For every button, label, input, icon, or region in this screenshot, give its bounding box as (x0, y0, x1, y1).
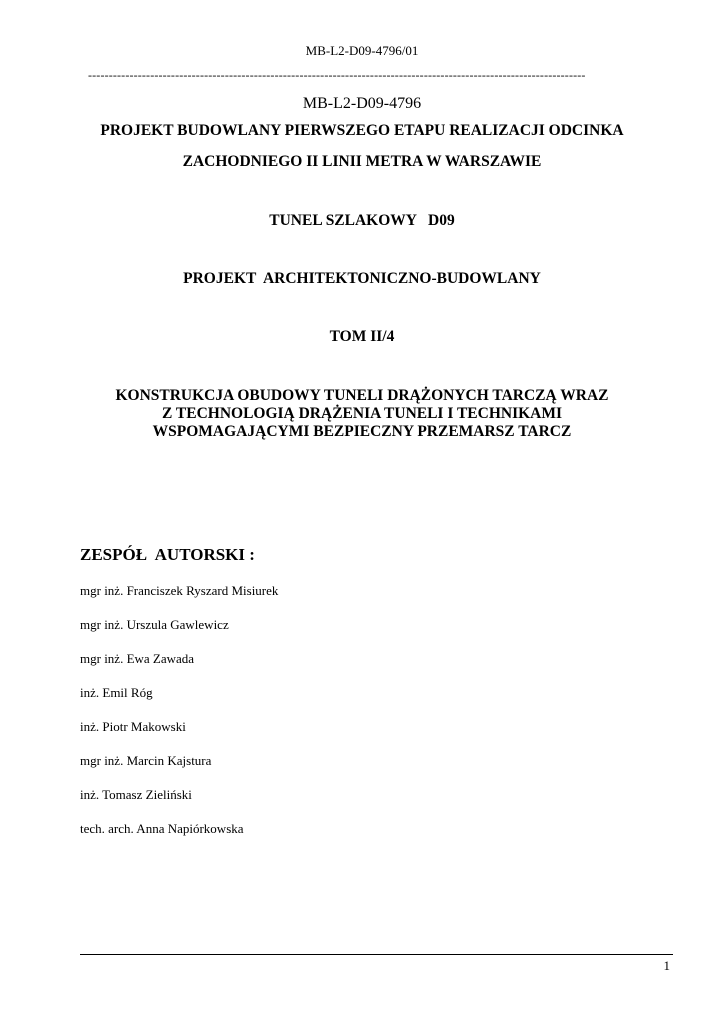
author-item: inż. Emil Róg (80, 685, 153, 700)
volume-number: TOM II/4 (329, 328, 395, 345)
author-item: tech. arch. Anna Napiórkowska (80, 821, 244, 836)
footer-rule (80, 954, 673, 955)
subject-line-2: Z TECHNOLOGIĄ DRĄŻENIA TUNELI I TECHNIKAMI (161, 405, 563, 422)
author-item: mgr inż. Franciszek Ryszard Misiurek (80, 583, 279, 598)
header-separator: ------------------------------------------------------------------------------------------------------------------------ (88, 68, 586, 82)
team-heading: ZESPÓŁ AUTORSKI : (80, 545, 255, 564)
object-name: TUNEL SZLAKOWY D09 (269, 212, 455, 229)
page-number: 1 (663, 958, 670, 973)
subject-line-3: WSPOMAGAJĄCYMI BEZPIECZNY PRZEMARSZ TARCZ (152, 423, 572, 440)
author-item: inż. Tomasz Zieliński (80, 787, 192, 802)
subject-block (0, 387, 724, 441)
subject-line-1: KONSTRUKCJA OBUDOWY TUNELI DRĄŻONYCH TARCZĄ WRAZ (115, 387, 609, 404)
author-item: mgr inż. Ewa Zawada (80, 651, 195, 666)
author-item: mgr inż. Marcin Kajstura (80, 753, 212, 768)
header-document-code: MB-L2-D09-4796/01 (305, 43, 419, 58)
author-item: mgr inż. Urszula Gawlewicz (80, 617, 229, 632)
authors-list (80, 581, 278, 853)
title-line-2: ZACHODNIEGO II LINII METRA W WARSZAWIE (182, 153, 542, 170)
project-type: PROJEKT ARCHITEKTONICZNO-BUDOWLANY (183, 270, 541, 287)
author-item: inż. Piotr Makowski (80, 719, 186, 734)
title-line-1: PROJEKT BUDOWLANY PIERWSZEGO ETAPU REALIZACJI ODCINKA (100, 122, 624, 139)
document-code: MB-L2-D09-4796 (302, 95, 422, 112)
